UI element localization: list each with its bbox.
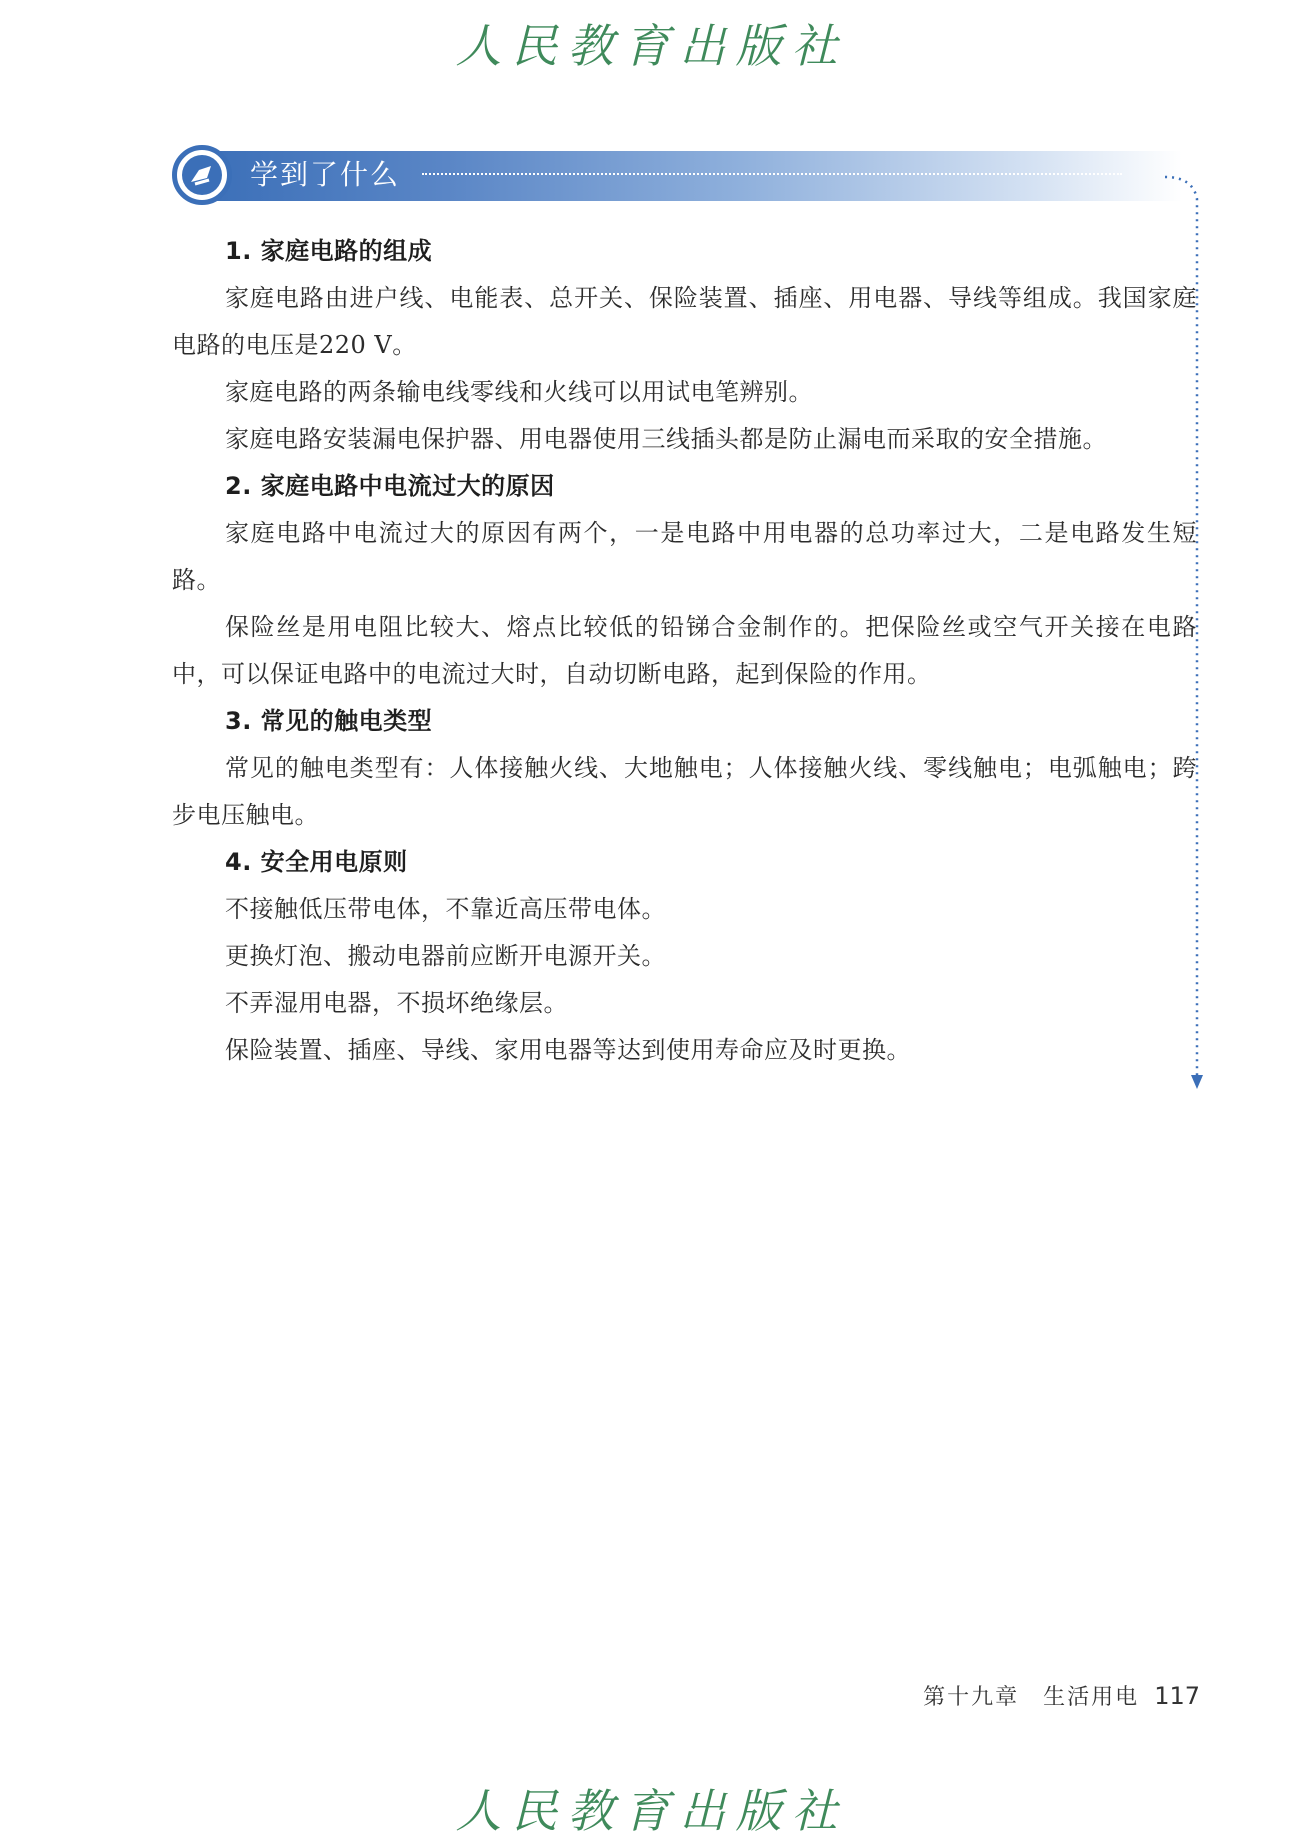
paragraph: 家庭电路安装漏电保护器、用电器使用三线插头都是防止漏电而采取的安全措施。	[225, 425, 1107, 453]
paragraph: 不弄湿用电器，不损坏绝缘层。	[225, 989, 568, 1017]
page-number: 117	[1154, 1682, 1200, 1710]
review-icon	[172, 145, 232, 205]
paragraph: 保险装置、插座、导线、家用电器等达到使用寿命应及时更换。	[225, 1036, 911, 1064]
paragraph: 家庭电路中电流过大的原因有两个，一是电路中用电器的总功率过大，二是电路发生短路。	[172, 519, 1197, 594]
summary-content	[172, 228, 1197, 1074]
section-heading: 3. 常见的触电类型	[225, 707, 433, 735]
paragraph: 家庭电路的两条输电线零线和火线可以用试电笔辨别。	[225, 378, 813, 406]
paragraph: 保险丝是用电阻比较大、熔点比较低的铅锑合金制作的。把保险丝或空气开关接在电路中，可以保证电路中的电流过大时，自动切断电路，起到保险的作用。	[172, 613, 1197, 688]
header-dotted-line	[422, 173, 1122, 175]
paragraph: 不接触低压带电体，不靠近高压带电体。	[225, 895, 666, 923]
section-title: 学到了什么	[250, 158, 401, 191]
section-heading: 2. 家庭电路中电流过大的原因	[225, 472, 555, 500]
paragraph: 更换灯泡、搬动电器前应断开电源开关。	[225, 942, 666, 970]
page-footer	[900, 1680, 1200, 1711]
section-heading: 4. 安全用电原则	[225, 848, 408, 876]
publisher-watermark-top: 人民教育出版社	[455, 19, 848, 73]
section-header	[172, 147, 1172, 207]
chapter-label: 第十九章 生活用电	[923, 1685, 1140, 1710]
section-heading: 1. 家庭电路的组成	[225, 237, 433, 265]
paragraph: 常见的触电类型有：人体接触火线、大地触电；人体接触火线、零线触电；电弧触电；跨步电压触电。	[172, 754, 1197, 829]
publisher-watermark-bottom: 人民教育出版社	[455, 1784, 848, 1838]
paragraph: 家庭电路由进户线、电能表、总开关、保险装置、插座、用电器、导线等组成。我国家庭电路的电压是220 V。	[172, 284, 1197, 359]
